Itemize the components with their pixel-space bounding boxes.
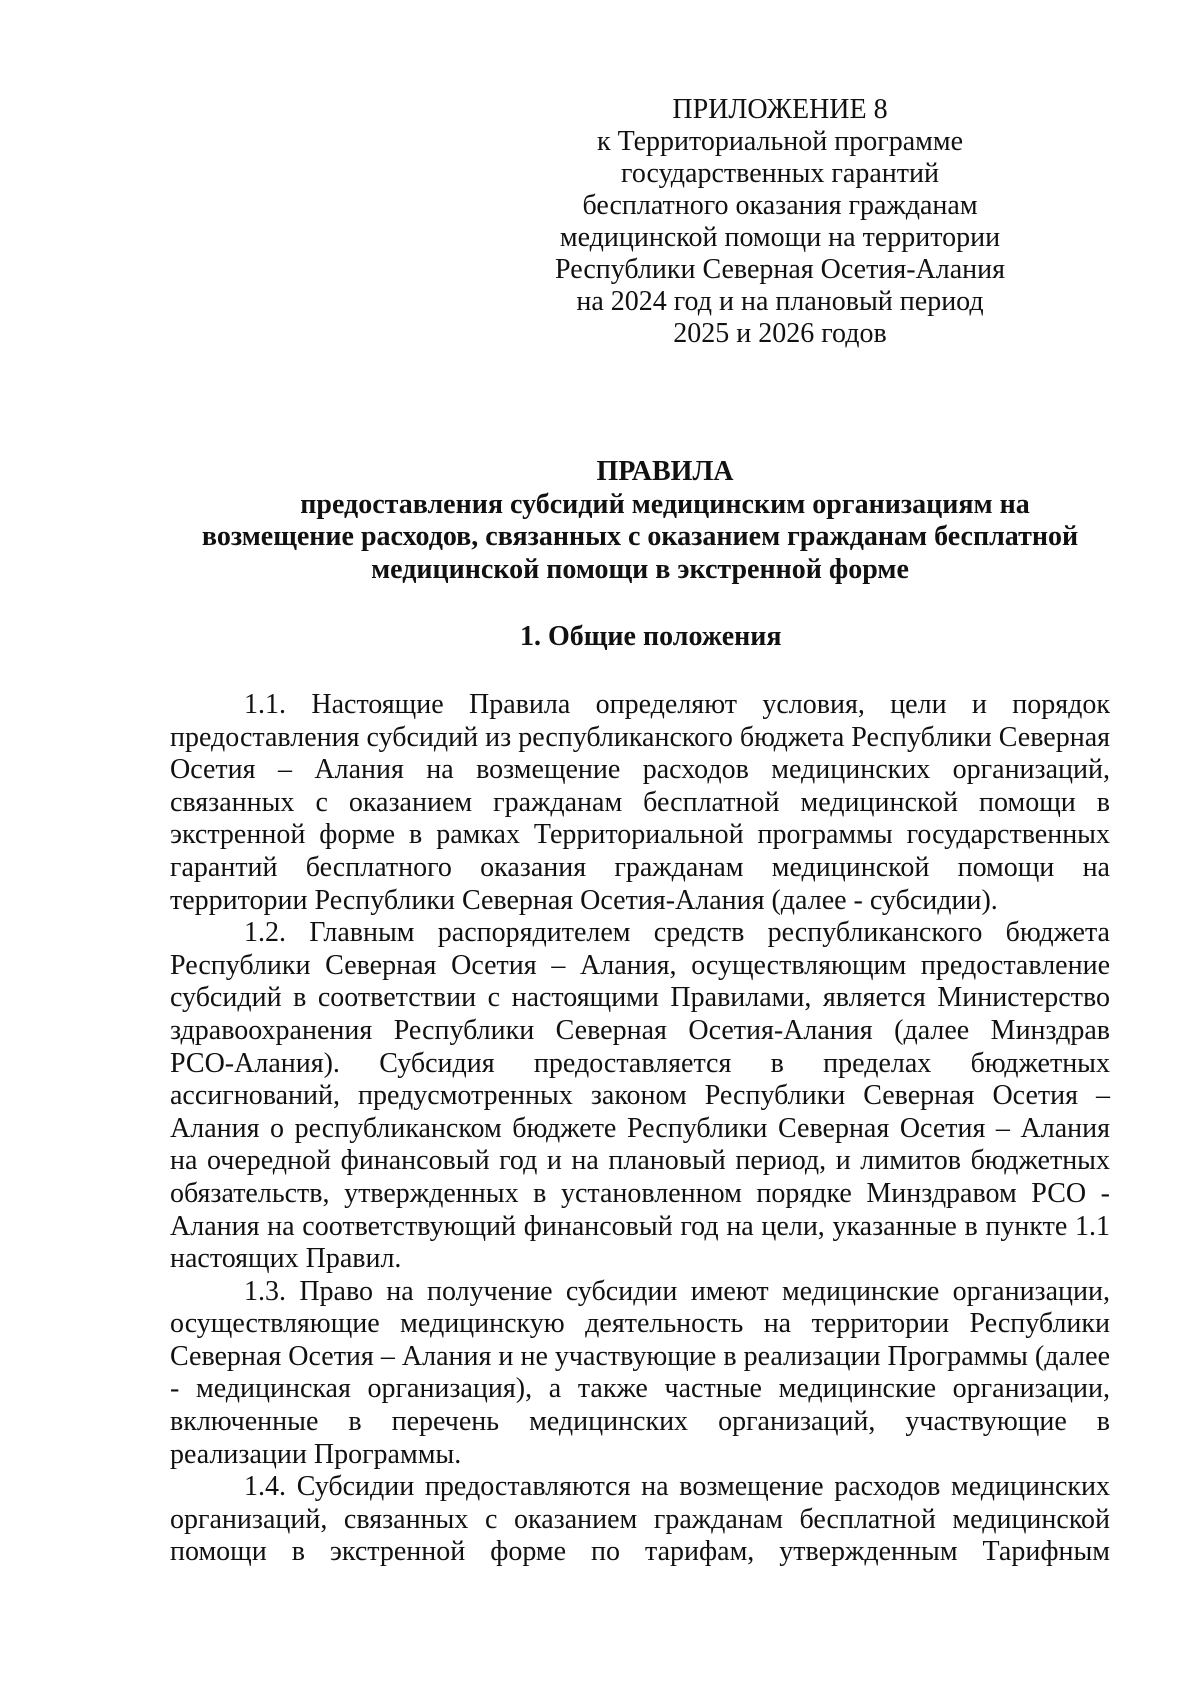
paragraph-line: 1.2. Главным распорядителем средств республиканского бюджета <box>244 917 1110 949</box>
paragraph-line: Северная Осетия – Алания и не участвующие в реализации Программы (далее <box>170 1340 1110 1372</box>
appendix-line: Республики Северная Осетия-Алания <box>555 254 1005 285</box>
paragraph-line: РСО-Алания). Субсидия предоставляется в пределах бюджетных <box>170 1047 1110 1079</box>
paragraph-line: Алания на соответствующий финансовый год на цели, указанные в пункте 1.1 <box>170 1210 1110 1242</box>
rules-header <box>170 456 1110 586</box>
paragraph-line: 1.3. Право на получение субсидии имеют медицинские организации, <box>244 1275 1110 1307</box>
paragraph-line: гарантий бесплатного оказания гражданам медицинской помощи на <box>170 851 1110 883</box>
paragraph-line: на очередной финансовый год и на плановый период, и лимитов бюджетных <box>170 1145 1110 1177</box>
paragraph-line: 1.4. Субсидии предоставляются на возмещение расходов медицинских <box>244 1471 1110 1503</box>
paragraph-line: 1.1. Настоящие Правила определяют условия, цели и порядок <box>244 689 1110 720</box>
paragraph-line: здравоохранения Республики Северная Осетия-Алания (далее Минздрав <box>170 1014 1110 1046</box>
appendix-line: государственных гарантий <box>621 158 939 189</box>
paragraph-line: Осетия – Алания на возмещение расходов медицинских организаций, <box>170 754 1110 786</box>
rules-subtitle-line: предоставления субсидий медицинским организациям на <box>300 488 1030 520</box>
paragraph-1-1 <box>170 689 1110 917</box>
paragraph-line: экстренной форме в рамках Территориальной программы государственных <box>170 819 1110 851</box>
rules-subtitle-line: возмещение расходов, связанных с оказанием гражданам бесплатной <box>201 521 1079 552</box>
rules-title: ПРАВИЛА <box>596 456 734 487</box>
paragraph-line: осуществляющие медицинскую деятельность на территории Республики <box>170 1308 1110 1340</box>
paragraph-line: реализации Программы. <box>170 1438 462 1470</box>
paragraph-1-4 <box>170 1471 1110 1569</box>
paragraph-line: ассигнований, предусмотренных законом Республики Северная Осетия – <box>170 1080 1110 1112</box>
appendix-block <box>540 94 1020 350</box>
paragraph-line: Алания о республиканском бюджете Республики Северная Осетия – Алания <box>170 1112 1110 1144</box>
paragraph-line: - медицинская организация), а также частные медицинские организации, <box>170 1373 1110 1405</box>
paragraph-line: связанных с оказанием гражданам бесплатной медицинской помощи в <box>170 786 1110 818</box>
rules-subtitle-line: медицинской помощи в экстренной форме <box>371 553 909 585</box>
section-heading: 1. Общие положения <box>520 621 782 652</box>
paragraph-line: помощи в экстренной форме по тарифам, утвержденным Тарифным <box>170 1536 1110 1568</box>
appendix-line: к Территориальной программе <box>596 126 964 157</box>
body-text <box>170 689 1110 1569</box>
paragraph-line: организаций, связанных с оказанием гражданам бесплатной медицинской <box>170 1503 1110 1535</box>
paragraph-line: включенные в перечень медицинских организаций, участвующие в <box>170 1406 1110 1438</box>
paragraph-line: субсидий в соответствии с настоящими Правилами, является Министерство <box>170 982 1110 1014</box>
paragraph-1-2 <box>170 917 1110 1276</box>
appendix-number: ПРИЛОЖЕНИЕ 8 <box>672 94 888 125</box>
paragraph-line: предоставления субсидий из республиканского бюджета Республики Северная <box>170 721 1110 753</box>
appendix-line: бесплатного оказания гражданам <box>582 190 978 221</box>
paragraph-line: Республики Северная Осетия – Алания, осуществляющим предоставление <box>170 949 1110 981</box>
paragraph-line: территории Республики Северная Осетия-Алания (далее - субсидии). <box>170 884 998 916</box>
paragraph-line: обязательств, утвержденных в установленном порядке Минздравом РСО - <box>170 1177 1110 1209</box>
paragraph-line: настоящих Правил. <box>170 1243 402 1275</box>
appendix-line: 2025 и 2026 годов <box>673 318 887 349</box>
appendix-line: на 2024 год и на плановый период <box>576 286 984 317</box>
paragraph-1-3 <box>170 1276 1110 1472</box>
appendix-line: медицинской помощи на территории <box>559 222 1001 253</box>
